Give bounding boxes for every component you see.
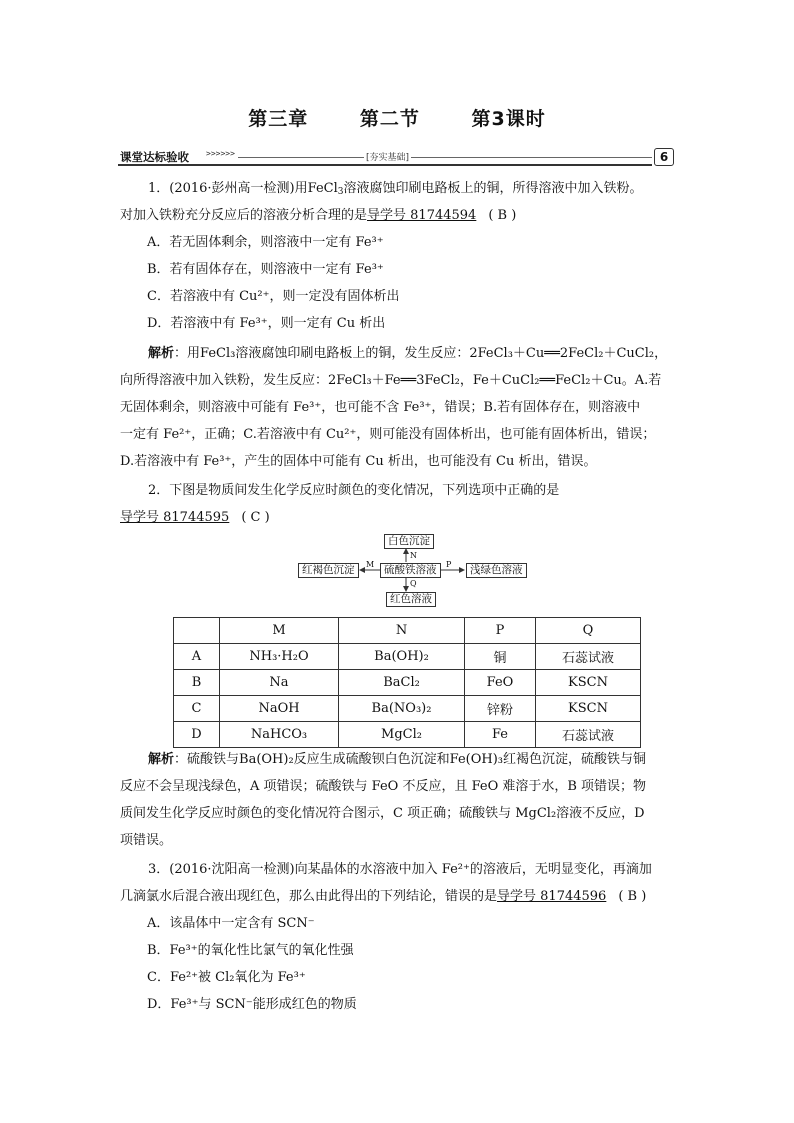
q1-answer: ( B ) xyxy=(488,208,517,223)
q3-ref-link[interactable]: 导学号 81744596 xyxy=(497,889,607,904)
table-cell: C xyxy=(174,696,220,722)
section-underline xyxy=(118,164,652,166)
q2-stem-line2 xyxy=(120,504,680,531)
table-cell: 石蕊试液 xyxy=(536,722,641,748)
table-cell: BaCl₂ xyxy=(339,670,465,696)
q1-explanation-line3: 无固体剩余，则溶液中可能有 Fe³⁺，也可能不含 Fe³⁺，错误；B.若有固体存在，则溶液中 xyxy=(120,400,641,415)
table-cell: NaOH xyxy=(220,696,339,722)
q3-stem-line1: 3．(2016·沈阳高一检测)向某晶体的水溶液中加入 Fe²⁺的溶液后，无明显变化，再滴加 xyxy=(148,862,652,877)
label-q: Q xyxy=(410,579,417,588)
table-cell: Fe xyxy=(465,722,536,748)
q2-explanation-line1: 解析：硫酸铁与Ba(OH)₂反应生成硫酸钡白色沉淀和Fe(OH)₃红褐色沉淀，硫酸铁与铜 xyxy=(148,752,647,767)
table-row xyxy=(174,696,641,722)
table-cell: 铜 xyxy=(465,644,536,670)
section-title: 课堂达标验收 xyxy=(120,150,189,164)
section-number-badge: 6 xyxy=(654,148,674,166)
label-m: M xyxy=(366,560,375,569)
table-cell: NaHCO₃ xyxy=(220,722,339,748)
q3-answer: ( B ) xyxy=(618,889,647,904)
q3-stem-line2: 几滴氯水后混合液出现红色，那么由此得出的下列结论，错误的是导学号 81744596 ( B ) xyxy=(120,883,680,910)
section-label: 第二节 xyxy=(359,108,420,130)
table-cell: NH₃·H₂O xyxy=(220,644,339,670)
q2-ref-link[interactable]: 导学号 81744595 xyxy=(120,510,230,525)
table-cell: D xyxy=(174,722,220,748)
q2-explanation-line4: 项错误。 xyxy=(120,833,173,848)
q2-answer: ( C ) xyxy=(241,510,270,525)
table-cell: Na xyxy=(220,670,339,696)
q1-explanation-line1: 解析：用FeCl₃溶液腐蚀印刷电路板上的铜，发生反应：2FeCl₃＋Cu══2FeCl₂＋CuCl₂， xyxy=(148,346,668,361)
box-light-green-solution: 浅绿色溶液 xyxy=(466,563,527,578)
table-cell: 石蕊试液 xyxy=(536,644,641,670)
reaction-diagram xyxy=(298,532,528,610)
section-tag: [夯实基础] xyxy=(364,150,411,163)
table-cell: KSCN xyxy=(536,670,641,696)
table-header-cell: N xyxy=(339,618,465,644)
table-cell: MgCl₂ xyxy=(339,722,465,748)
q3-option-b: B．Fe³⁺的氧化性比氯气的氧化性强 xyxy=(147,943,354,958)
section-header xyxy=(118,148,674,168)
table-cell: A xyxy=(174,644,220,670)
table-cell: FeO xyxy=(465,670,536,696)
q1-explanation-line2: 向所得溶液中加入铁粉，发生反应：2FeCl₃＋Fe══3FeCl₂，Fe＋CuCl₂══FeCl₂＋Cu。A.若 xyxy=(120,373,662,388)
q3-option-c: C．Fe²⁺被 Cl₂氧化为 Fe³⁺ xyxy=(147,970,306,985)
table-row xyxy=(174,670,641,696)
q1-explanation-line5: D.若溶液中有 Fe³⁺，产生的固体中可能有 Cu 析出，也可能没有 Cu 析出，错误。 xyxy=(120,454,597,469)
page-title xyxy=(0,104,794,131)
q2-stem-line1: 2．下图是物质间发生化学反应时颜色的变化情况，下列选项中正确的是 xyxy=(148,483,560,498)
label-n: N xyxy=(410,551,417,560)
q1-stem-line1: 1．(2016·彭州高一检测)用FeCl$_3$溶液腐蚀印刷电路板上的铜，所得溶液中加入铁粉。 xyxy=(148,181,643,197)
table-header-cell: Q xyxy=(536,618,641,644)
options-table xyxy=(173,617,641,748)
q3-option-d: D．Fe³⁺与 SCN⁻能形成红色的物质 xyxy=(147,997,357,1012)
table-cell: Ba(NO₃)₂ xyxy=(339,696,465,722)
q1-stem-line2: 对加入铁粉充分反应后的溶液分析合理的是导学号 81744594 ( B ) xyxy=(120,202,680,229)
q1-explanation-label: 解析 xyxy=(148,346,175,361)
table-header-cell: P xyxy=(465,618,536,644)
box-iron-sulfate-solution: 硫酸铁溶液 xyxy=(380,563,441,578)
q1-explanation-line4: 一定有 Fe²⁺，正确；C.若溶液中有 Cu²⁺，则可能没有固体析出，也可能有固体析出，错误； xyxy=(120,427,656,442)
box-red-brown-precipitate: 红褐色沉淀 xyxy=(298,563,359,578)
lesson-label: 第3课时 xyxy=(471,108,546,130)
table-cell: KSCN xyxy=(536,696,641,722)
table-cell: B xyxy=(174,670,220,696)
q3-option-a: A．该晶体中一定含有 SCN⁻ xyxy=(147,916,315,931)
q1-option-a: A．若无固体剩余，则溶液中一定有 Fe³⁺ xyxy=(147,235,384,250)
arrows-decoration: >>>>>> xyxy=(206,149,235,158)
q1-option-d: D．若溶液中有 Fe³⁺，则一定有 Cu 析出 xyxy=(147,316,386,331)
box-white-precipitate: 白色沉淀 xyxy=(384,534,434,549)
table-cell: Ba(OH)₂ xyxy=(339,644,465,670)
q1-option-c: C．若溶液中有 Cu²⁺，则一定没有固体析出 xyxy=(147,289,400,304)
chapter-label: 第三章 xyxy=(248,108,309,130)
table-row xyxy=(174,722,641,748)
section-rule xyxy=(238,157,652,158)
box-red-solution: 红色溶液 xyxy=(386,592,436,607)
table-header-cell xyxy=(174,618,220,644)
table-header-cell: M xyxy=(220,618,339,644)
q1-ref-link[interactable]: 导学号 81744594 xyxy=(367,208,477,223)
q2-explanation-label: 解析 xyxy=(148,752,175,767)
q2-explanation-line3: 质间发生化学反应时颜色的变化情况符合图示，C 项正确；硫酸铁与 MgCl₂溶液不反应，D xyxy=(120,806,645,821)
q2-explanation-line2: 反应不会呈现浅绿色，A 项错误；硫酸铁与 FeO 不反应，且 FeO 难溶于水，B 项错误；物 xyxy=(120,779,647,794)
table-header-row xyxy=(174,618,641,644)
label-p: P xyxy=(446,560,452,569)
table-row xyxy=(174,644,641,670)
table-cell: 锌粉 xyxy=(465,696,536,722)
q1-option-b: B．若有固体存在，则溶液中一定有 Fe³⁺ xyxy=(147,262,384,277)
